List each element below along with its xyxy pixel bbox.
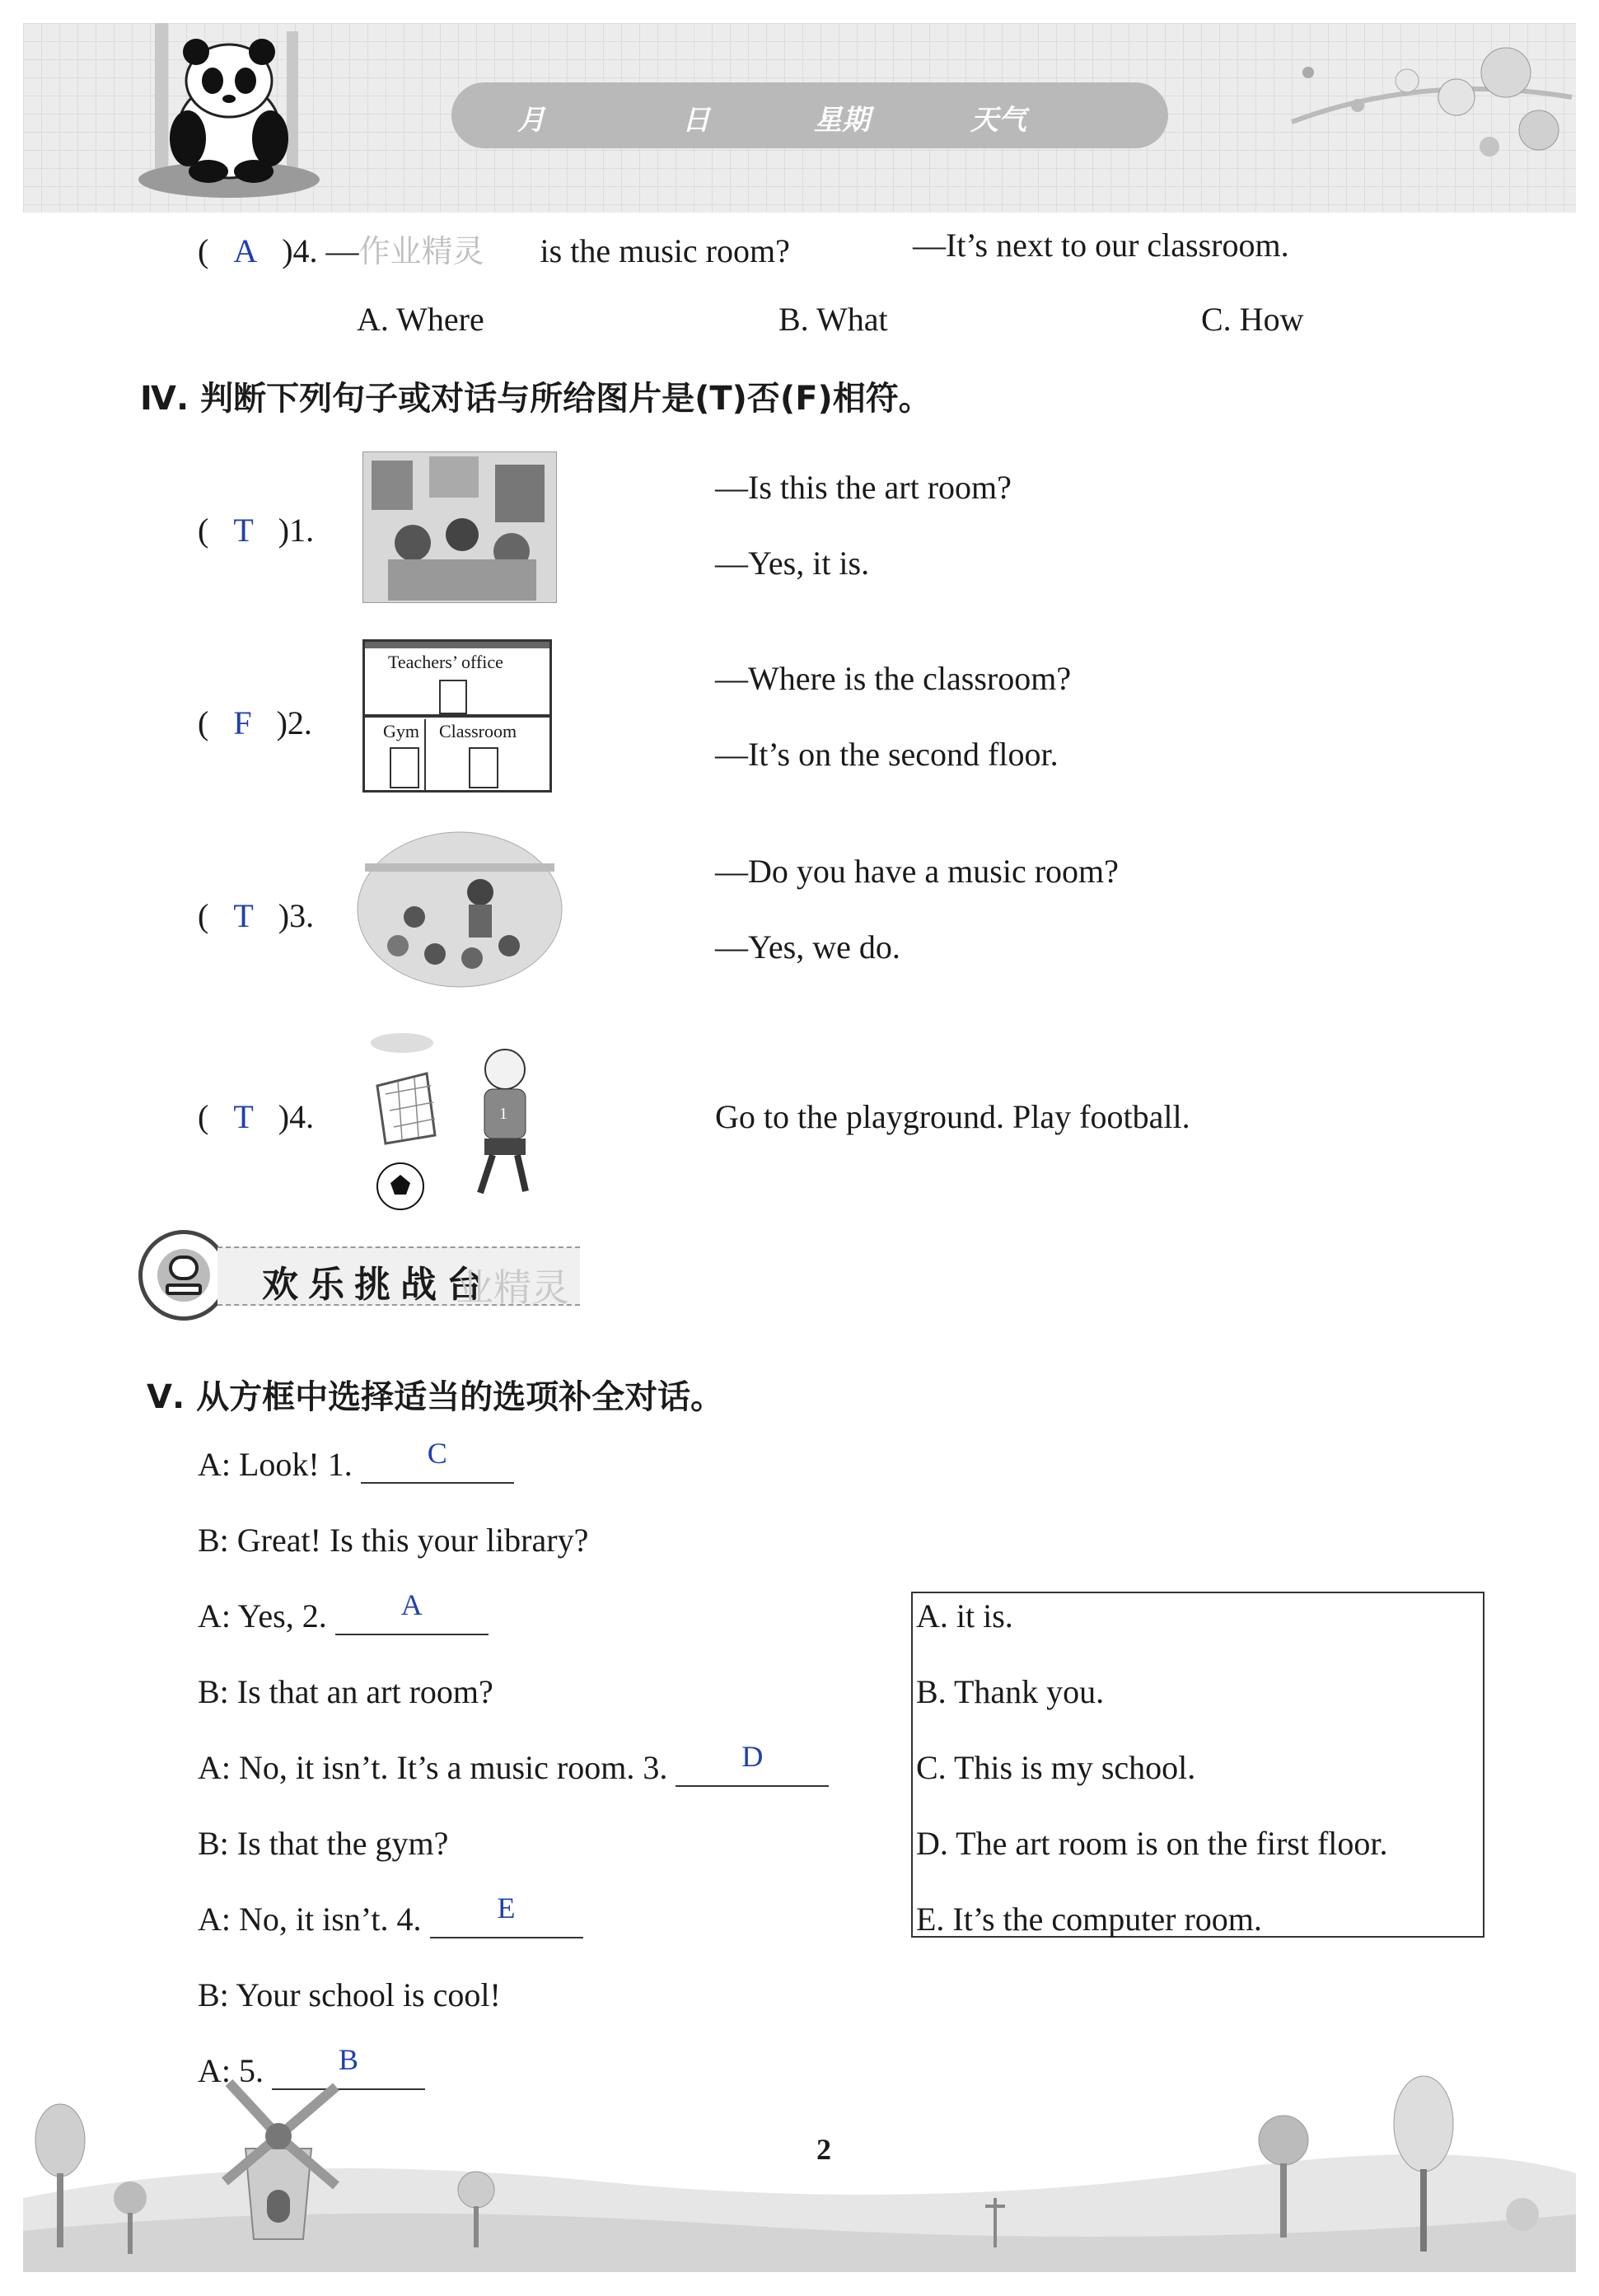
dialogue-line-1 (198, 1437, 514, 1484)
s4-item4-answer: T (233, 1098, 254, 1135)
s4-item2-paren: ( F )2. (198, 704, 312, 741)
option-e: E. It’s the computer room. (916, 1901, 1262, 1938)
q3-item4-text: is the music room? (540, 232, 790, 269)
q3-item4-option-a: A. Where (357, 301, 484, 338)
q3-item4-option-b: B. What (778, 301, 888, 338)
banner-title: 欢乐挑战台 (262, 1264, 493, 1306)
blank-2 (335, 1588, 489, 1635)
classroom-label: Classroom (439, 721, 517, 741)
page-number: 2 (816, 2133, 831, 2166)
challenge-banner (138, 1230, 583, 1321)
blank-1-answer: C (427, 1437, 447, 1470)
gym-door (390, 747, 419, 788)
q3-item4-option-c: C. How (1201, 301, 1304, 338)
dialogue-line-7 (198, 1892, 583, 1938)
school-building-image (362, 639, 552, 793)
svg-text:1: 1 (499, 1105, 507, 1123)
blank-5-answer: B (338, 2043, 358, 2076)
month-label: 月 (517, 104, 545, 137)
person-icon (169, 1256, 199, 1280)
flower-decoration (1259, 23, 1576, 188)
blank-3 (676, 1740, 829, 1787)
teachers-office-label: Teachers’ office (388, 652, 503, 672)
s4-item1-paren: ( T )1. (198, 512, 315, 549)
workbook-page (23, 23, 1576, 2272)
dialogue-line-8: B: Your school is cool! (198, 1976, 501, 2013)
dialogue-line-5-text: A: No, it isn’t. It’s a music room. 3. (198, 1749, 668, 1786)
blank-1 (361, 1437, 514, 1484)
q3-item4-number: )4. (282, 232, 318, 269)
dialogue-line-6: B: Is that the gym? (198, 1825, 449, 1862)
s4-item2-line2: —It’s on the second floor. (715, 736, 1059, 773)
s4-item4-paren: ( T )4. (198, 1098, 315, 1135)
dialogue-line-9-text: A: 5. (198, 2052, 264, 2089)
office-door (439, 680, 467, 714)
s4-item2-answer: F (233, 704, 252, 741)
day-label: 日 (682, 104, 710, 137)
dialogue-line-5 (198, 1740, 829, 1787)
s4-item1-line1: —Is this the art room? (715, 469, 1012, 506)
s4-item4-line1: Go to the playground. Play football. (715, 1098, 1190, 1135)
weekday-label: 星期 (814, 104, 870, 137)
weather-label: 天气 (970, 104, 1026, 137)
section4-title: Ⅳ. 判断下列句子或对话与所给图片是(T)否(F)相符。 (140, 380, 932, 418)
q3-item4-answer: A (233, 232, 258, 269)
footer-landscape (23, 2058, 1576, 2272)
dialogue-line-1-text: A: Look! 1. (198, 1446, 353, 1483)
banner-watermark: 业精灵 (456, 1265, 569, 1310)
s4-item3-paren: ( T )3. (198, 897, 315, 934)
section5-title: Ⅴ. 从方框中选择适当的选项补全对话。 (147, 1378, 724, 1416)
dialogue-line-3 (198, 1588, 489, 1635)
s4-item2-line1: —Where is the classroom? (715, 660, 1072, 697)
s4-item1-number: )1. (278, 512, 315, 549)
music-room-image (357, 830, 563, 989)
dialogue-line-3-text: A: Yes, 2. (198, 1597, 327, 1634)
s4-item3-line1: —Do you have a music room? (715, 853, 1119, 890)
s4-item1-line2: —Yes, it is. (715, 545, 870, 582)
s4-item3-line2: —Yes, we do. (715, 928, 900, 966)
panda-illustration (130, 23, 336, 200)
banner-icon-circle (138, 1230, 229, 1321)
blank-2-answer: A (400, 1588, 423, 1621)
option-c: C. This is my school. (916, 1749, 1196, 1786)
s4-item3-number: )3. (278, 897, 315, 934)
s4-item2-number: )2. (276, 704, 312, 741)
date-weather-bar (451, 82, 1168, 148)
blank-3-answer: D (741, 1740, 764, 1773)
q3-item4-question: ( A )4. —作业精灵 is the music room? (198, 226, 790, 271)
option-a: A. it is. (916, 1597, 1013, 1634)
dialogue-line-4: B: Is that an art room? (198, 1673, 493, 1710)
blank-4 (430, 1892, 583, 1938)
q3-item4-reply: —It’s next to our classroom. (913, 227, 1289, 264)
s4-item1-answer: T (233, 512, 254, 549)
q3-item4-dash: — (325, 232, 359, 269)
blank-4-answer: E (497, 1892, 516, 1924)
dialogue-line-7-text: A: No, it isn’t. 4. (198, 1901, 422, 1938)
gym-label: Gym (383, 721, 419, 741)
option-d: D. The art room is on the first floor. (916, 1825, 1388, 1862)
football-image (361, 1028, 559, 1218)
art-room-image (362, 451, 557, 603)
options-box (911, 1592, 1484, 1938)
s4-item4-number: )4. (278, 1098, 315, 1135)
option-b: B. Thank you. (916, 1673, 1105, 1710)
watermark-text: 作业精灵 (358, 233, 484, 269)
classroom-door (469, 747, 498, 788)
s4-item3-answer: T (233, 897, 254, 934)
dialogue-line-2: B: Great! Is this your library? (198, 1522, 589, 1559)
